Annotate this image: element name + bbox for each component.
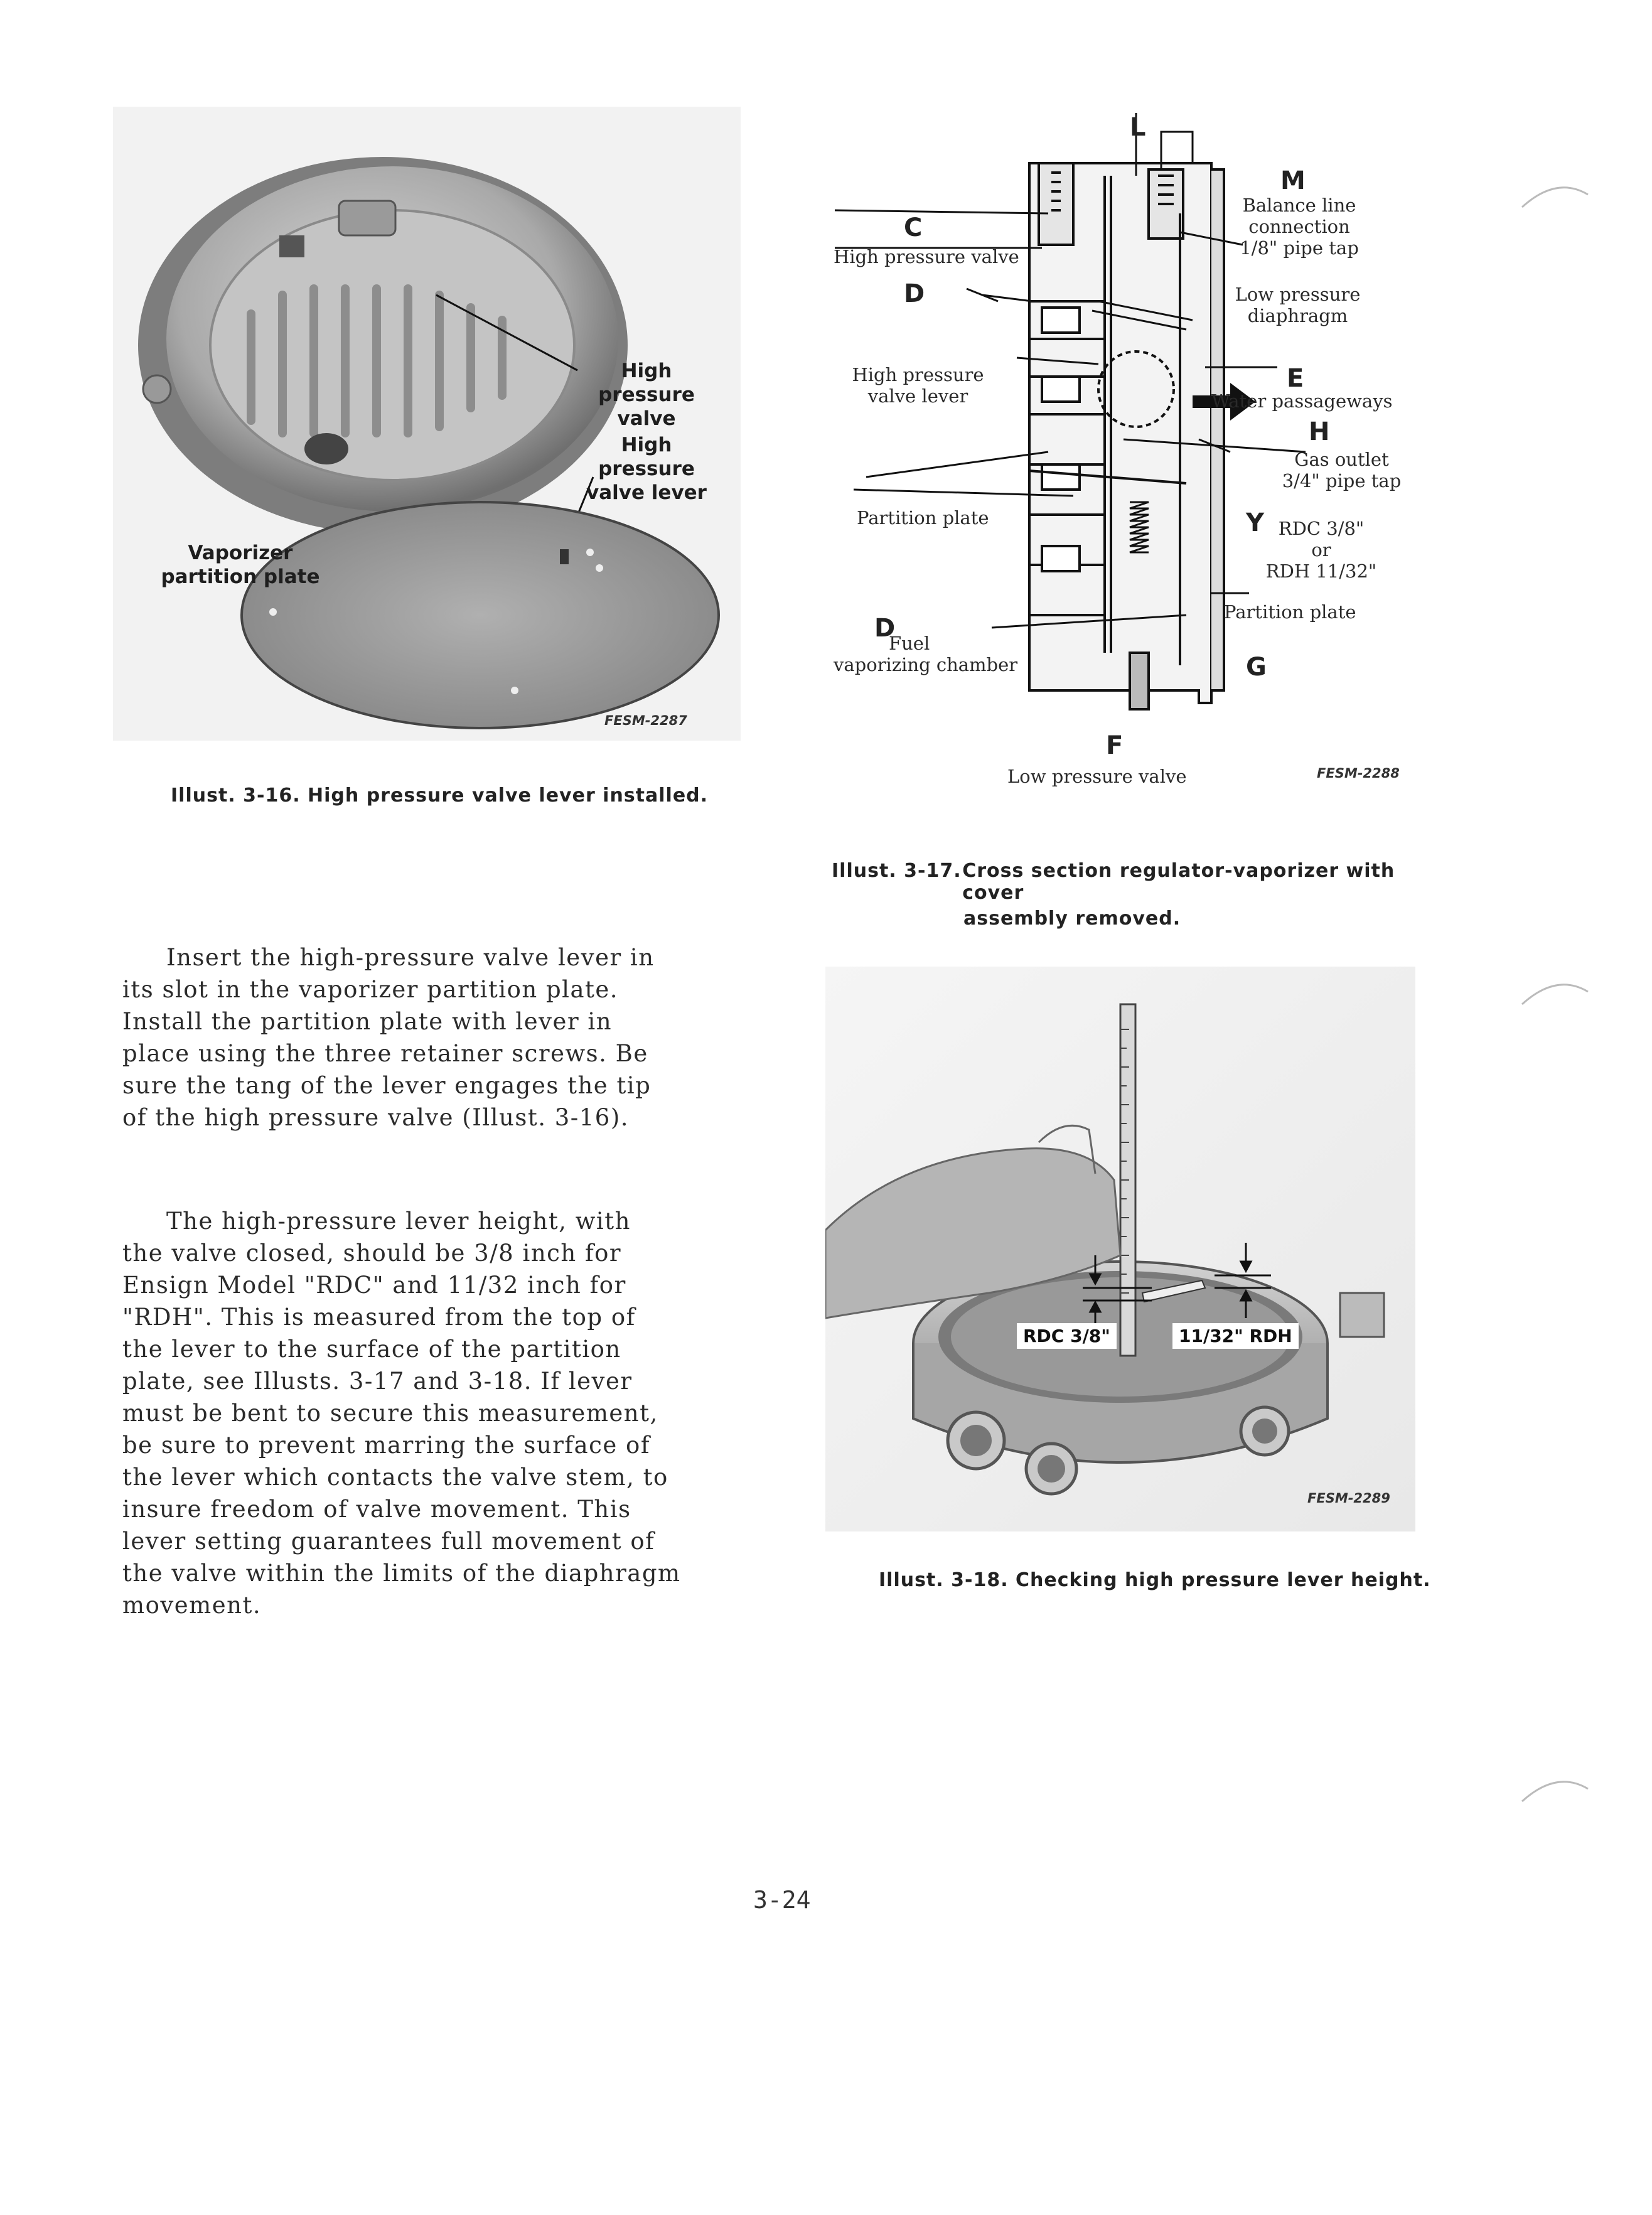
para2-line2: the valve closed, should be 3/8 inch for [122, 1240, 622, 1267]
label-vaporizer-line2: partition plate [161, 566, 320, 588]
letter-G: G [1246, 653, 1267, 682]
label-rdc-line3: RDH 11/32" [1265, 560, 1377, 582]
label-low-pressure-valve: Low pressure valve [1007, 766, 1187, 787]
label-gas-outlet [1274, 449, 1409, 491]
letter-M: M [1280, 166, 1306, 195]
margin-scan-marks [1519, 169, 1594, 1833]
label-low-diaphragm-line1: Low pressure [1235, 284, 1361, 305]
fesm-2289: FESM-2289 [1307, 1491, 1390, 1506]
para2-line7: must be bent to secure this measurement, [122, 1400, 658, 1427]
para2-line5: the lever to the surface of the partition [122, 1336, 621, 1363]
para1-line1: Insert the high-pressure valve lever in [166, 944, 655, 971]
label-fuel-line1: Fuel [889, 633, 930, 654]
rdh-measurement-label: 11/32" RDH [1172, 1323, 1299, 1349]
para2-line6: plate, see Illusts. 3-17 and 3-18. If lever [122, 1368, 633, 1395]
label-balance-line1: Balance line [1242, 195, 1356, 216]
letter-Y: Y [1246, 508, 1264, 537]
paragraph-lever-height [122, 1205, 775, 1621]
label-hp-valve-line1: High pressure [598, 360, 695, 406]
label-rdc-line1: RDC 3/8" [1278, 518, 1365, 539]
fesm-2288: FESM-2288 [1317, 766, 1400, 781]
fesm-2287: FESM-2287 [604, 713, 687, 728]
label-water-passageways: Water passageways [1211, 390, 1393, 412]
label-gas-outlet-line1: Gas outlet [1294, 449, 1389, 470]
rdc-measurement-label: RDC 3/8" [1017, 1323, 1117, 1349]
label-balance-line3: 1/8" pipe tap [1240, 237, 1359, 259]
label-hp-lever-line1: High pressure [598, 434, 695, 480]
label-low-pressure-diaphragm [1227, 284, 1368, 326]
para1-line4: place using the three retainer screws. Be [122, 1040, 648, 1067]
caption-illust-3-17 [832, 860, 1459, 930]
label-hp-valve [581, 359, 712, 431]
caption-illust-3-16: Illust. 3-16. High pressure valve lever installed. [171, 785, 709, 807]
label-fuel-vaporizing-chamber [834, 633, 1017, 675]
para2-line12: the valve within the limits of the diaphragm [122, 1560, 681, 1587]
label-fuel-line2: vaporizing chamber [834, 654, 1018, 675]
label-high-pressure-valve: High pressure valve [834, 246, 1019, 267]
caption-3-17-line1: Cross section regulator-vaporizer with cover [962, 860, 1395, 904]
label-hp-lever-line2: valve lever [586, 481, 707, 504]
caption-illust-3-18: Illust. 3-18. Checking high pressure lever height. [879, 1569, 1431, 1591]
label-balance-line2: connection [1248, 216, 1350, 237]
para2-line10: insure freedom of valve movement. This [122, 1496, 631, 1523]
page-number: 3-24 [753, 1886, 811, 1914]
label-balance-line [1227, 195, 1371, 259]
para2-line13: movement. [122, 1592, 262, 1619]
letter-D-bottom: D [874, 614, 896, 643]
para2-line3: Ensign Model "RDC" and 11/32 inch for [122, 1272, 626, 1299]
letter-C: C [904, 213, 923, 242]
label-hp-valve-lever-line1: High pressure [852, 364, 984, 385]
para2-line8: be sure to prevent marring the surface of [122, 1432, 651, 1459]
letter-H: H [1309, 417, 1330, 446]
para2-line1: The high-pressure lever height, with [166, 1208, 631, 1235]
para1-line6: of the high pressure valve (Illust. 3-16). [122, 1104, 630, 1131]
letter-D-top: D [904, 279, 925, 308]
letter-E: E [1287, 364, 1304, 393]
label-hp-valve-lever-diagram [844, 364, 992, 407]
para2-line4: "RDH". This is measured from the top of [122, 1304, 636, 1331]
label-vaporizer-line1: Vaporizer [188, 542, 293, 564]
caption-3-17-line2: assembly removed. [963, 908, 1181, 930]
label-partition-plate-right: Partition plate [1224, 601, 1356, 623]
label-hp-valve-line2: valve [617, 407, 676, 430]
letter-L: L [1130, 113, 1146, 142]
para1-line2: its slot in the vaporizer partition plate. [122, 976, 619, 1003]
para1-line3: Install the partition plate with lever in [122, 1008, 613, 1035]
letter-F: F [1106, 731, 1124, 760]
caption-3-17-number: Illust. 3-17. [832, 860, 962, 882]
para2-line9: the lever which contacts the valve stem, to [122, 1464, 668, 1491]
label-hp-valve-lever [574, 433, 719, 505]
label-gas-outlet-line2: 3/4" pipe tap [1282, 470, 1402, 491]
paragraph-insert-lever [122, 941, 775, 1134]
label-rdc-line2: or [1311, 539, 1331, 560]
label-vaporizer-plate [149, 541, 331, 589]
label-rdc-rdh [1262, 518, 1381, 582]
label-partition-plate-left: Partition plate [857, 507, 989, 528]
label-hp-valve-lever-line2: valve lever [867, 385, 968, 407]
para2-line11: lever setting guarantees full movement of [122, 1528, 655, 1555]
photo-checking-lever-height [825, 967, 1415, 1531]
label-low-diaphragm-line2: diaphragm [1247, 305, 1348, 326]
para1-line5: sure the tang of the lever engages the tip [122, 1072, 652, 1099]
